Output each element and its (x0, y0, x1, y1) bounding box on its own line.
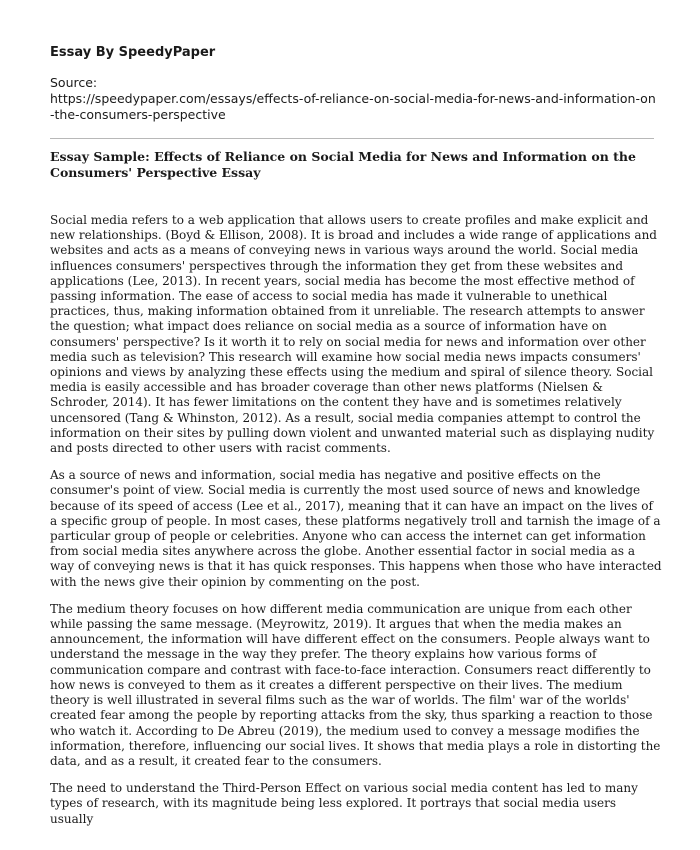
essay-body (50, 213, 662, 839)
divider (50, 138, 654, 139)
source-block (50, 75, 660, 123)
essay-paragraph: Social media refers to a web application that allows users to create profiles and make explicit and new relationships. (Boyd & Ellison, 2008). It is broad and includes a wide range of applications and websites and acts as a means of conveying news in various ways around the world. Social media influences consumers' perspectives through the information they get from these websites and applications (Lee, 2013). In recent years, social media has become the most effective method of passing information. The ease of access to social media has made it vulnerable to unethical practices, thus, making information obtained from it unreliable. The research attempts to answer the question; what impact does reliance on social media as a source of information have on consumers' perspective? Is it worth it to rely on social media for news and information over other media such as television? This research will examine how social media news impacts consumers' opinions and views by analyzing these effects using the medium and spiral of silence theory. Social media is easily accessible and has broader coverage than other news platforms (Nielsen & Schroder, 2014). It has fewer limitations on the content they have and is sometimes relatively uncensored (Tang & Whinston, 2012). As a result, social media companies attempt to control the information on their sites by pulling down violent and unwanted material such as displaying nudity and posts directed to other users with racist comments. (50, 213, 657, 456)
essay-paragraph: The need to understand the Third-Person Effect on various social media content has led to many types of research, with its magnitude being less explored. It portrays that social media users usually (50, 781, 638, 826)
source-label: Source: (50, 75, 98, 90)
source-url: https://speedypaper.com/essays/effects-of-reliance-on-social-media-for-news-and-information-on-the-consumers-perspective (50, 91, 656, 122)
essay-paragraph: As a source of news and information, social media has negative and positive effects on the consumer's point of view. Social media is currently the most used source of news and knowledge because of its speed of access (Lee et al., 2017), meaning that it can have an impact on the lives of a specific group of people. In most cases, these platforms negatively troll and tarnish the image of a particular group of people or celebrities. Anyone who can access the internet can get information from social media sites anywhere across the globe. Another essential factor in social media as a way of conveying news is that it has quick responses. This happens when those who have interacted with the news give their opinion by commenting on the post. (50, 468, 662, 589)
essay-paragraph: The medium theory focuses on how different media communication are unique from each other while passing the same message. (Meyrowitz, 2019). It argues that when the media makes an announcement, the information will have different effect on the consumers. People always want to understand the message in the way they prefer. The theory explains how various forms of communication compare and contrast with face-to-face interaction. Consumers react differently to how news is conveyed to them as it creates a different perspective on their lives. The medium theory is well illustrated in several films such as the war of worlds. The film' war of the worlds' created fear among the people by reporting attacks from the sky, thus sparking a reaction to those who watch it. According to De Abreu (2019), the medium used to convey a message modifies the information, therefore, influencing our social lives. It shows that media plays a role in distorting the data, and as a result, it created fear to the consumers. (50, 601, 661, 768)
document-header-title: Essay By SpeedyPaper (50, 45, 216, 60)
essay-title: Essay Sample: Effects of Reliance on Social Media for News and Information on the Consumers' Perspective Essay (50, 149, 636, 180)
